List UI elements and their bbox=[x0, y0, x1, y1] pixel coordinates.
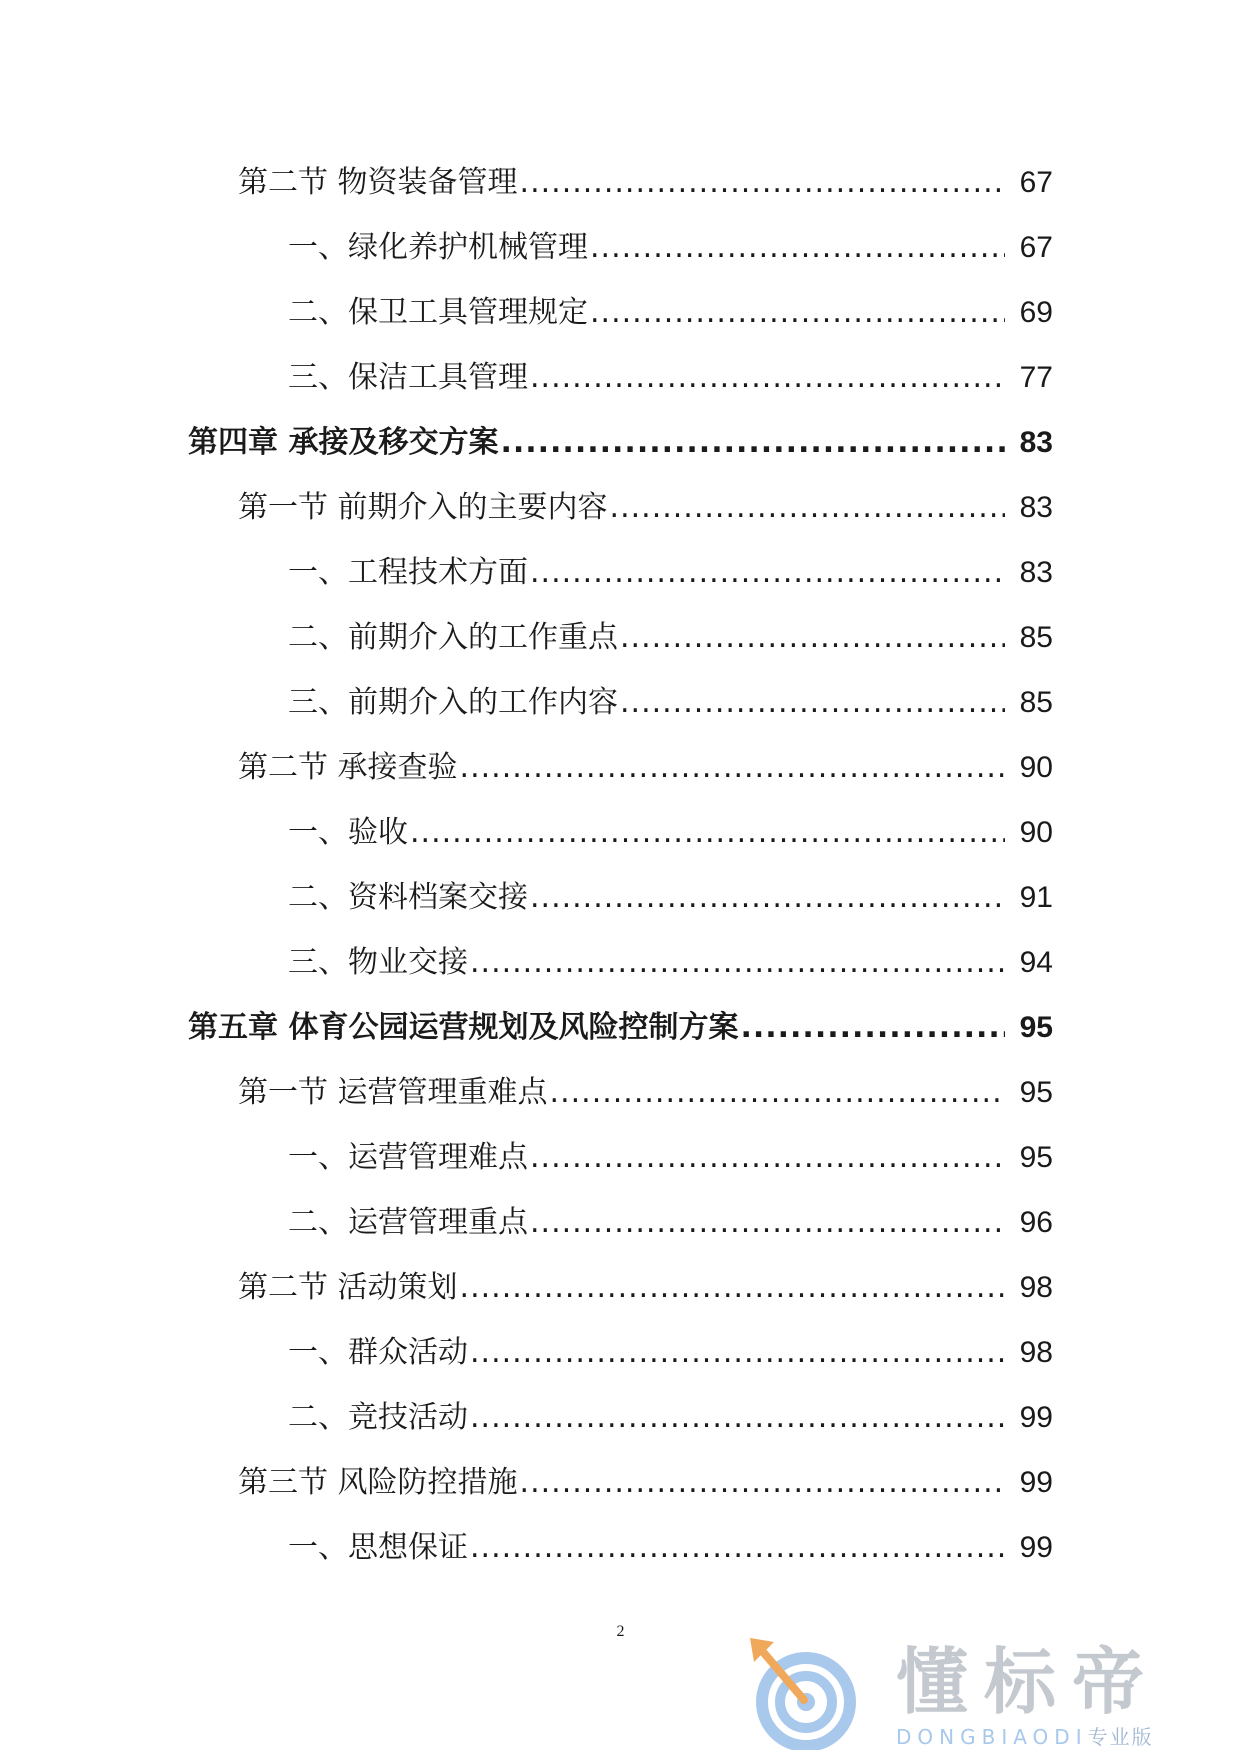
watermark-brand: 懂标帝 bbox=[896, 1640, 1161, 1724]
toc-dot-leader bbox=[530, 1140, 1005, 1176]
toc-entry[interactable] bbox=[0, 1465, 1241, 1530]
toc-entry-page: 98 bbox=[1019, 1271, 1053, 1304]
toc-entry-page: 99 bbox=[1019, 1531, 1053, 1564]
target-arrow-icon bbox=[744, 1632, 862, 1750]
toc-entry-title: 二、保卫工具管理规定 bbox=[288, 295, 588, 330]
toc-dot-leader bbox=[530, 880, 1005, 916]
page-number: 2 bbox=[616, 1623, 625, 1640]
toc-entry[interactable] bbox=[0, 1335, 1241, 1400]
toc-entry-page: 91 bbox=[1019, 881, 1053, 914]
toc-dot-leader bbox=[620, 685, 1005, 721]
toc-entry-page: 96 bbox=[1019, 1206, 1053, 1239]
toc-dot-leader bbox=[500, 425, 1005, 461]
toc-entry-page: 94 bbox=[1019, 946, 1053, 979]
toc-entry-page: 67 bbox=[1019, 231, 1053, 264]
toc-entry-page: 95 bbox=[1019, 1076, 1053, 1109]
toc-dot-leader bbox=[610, 490, 1005, 526]
toc-entry-title: 一、工程技术方面 bbox=[288, 555, 528, 590]
toc-dot-leader bbox=[590, 230, 1005, 266]
toc-entry[interactable] bbox=[0, 685, 1241, 750]
toc-entry-page: 95 bbox=[1019, 1141, 1053, 1174]
toc-entry-page: 83 bbox=[1019, 426, 1053, 459]
toc-entry[interactable] bbox=[0, 555, 1241, 620]
toc-entry[interactable] bbox=[0, 1400, 1241, 1465]
table-of-contents bbox=[0, 165, 1241, 1595]
toc-dot-leader bbox=[520, 165, 1005, 201]
toc-entry[interactable] bbox=[0, 880, 1241, 945]
toc-entry[interactable] bbox=[0, 1140, 1241, 1205]
toc-entry-title: 第四章 承接及移交方案 bbox=[188, 425, 499, 460]
toc-entry[interactable] bbox=[0, 165, 1241, 230]
toc-entry-page: 99 bbox=[1019, 1466, 1053, 1499]
toc-entry[interactable] bbox=[0, 1075, 1241, 1140]
toc-entry-title: 第一节 前期介入的主要内容 bbox=[238, 490, 608, 525]
toc-entry[interactable] bbox=[0, 750, 1241, 815]
toc-entry[interactable] bbox=[0, 815, 1241, 880]
toc-dot-leader bbox=[470, 945, 1005, 981]
toc-entry[interactable] bbox=[0, 1010, 1241, 1075]
toc-entry-title: 二、前期介入的工作重点 bbox=[288, 620, 618, 655]
toc-entry-page: 85 bbox=[1019, 621, 1053, 654]
toc-entry[interactable] bbox=[0, 1270, 1241, 1335]
toc-entry[interactable] bbox=[0, 490, 1241, 555]
toc-entry-page: 83 bbox=[1019, 491, 1053, 524]
toc-dot-leader bbox=[530, 1205, 1005, 1241]
toc-entry-title: 三、前期介入的工作内容 bbox=[288, 685, 618, 720]
toc-entry-title: 二、资料档案交接 bbox=[288, 880, 528, 915]
toc-dot-leader bbox=[470, 1400, 1005, 1436]
toc-entry[interactable] bbox=[0, 945, 1241, 1010]
toc-dot-leader bbox=[520, 1465, 1005, 1501]
toc-entry[interactable] bbox=[0, 620, 1241, 685]
toc-entry-title: 一、绿化养护机械管理 bbox=[288, 230, 588, 265]
watermark bbox=[744, 1632, 1224, 1750]
toc-entry-page: 69 bbox=[1019, 296, 1053, 329]
toc-dot-leader bbox=[470, 1530, 1005, 1566]
toc-dot-leader bbox=[590, 295, 1005, 331]
toc-entry-title: 第三节 风险防控措施 bbox=[238, 1465, 518, 1500]
toc-entry-title: 一、思想保证 bbox=[288, 1530, 468, 1565]
toc-entry-page: 85 bbox=[1019, 686, 1053, 719]
toc-entry-page: 77 bbox=[1019, 361, 1053, 394]
toc-entry-title: 第二节 物资装备管理 bbox=[238, 165, 518, 200]
watermark-edition: 专业版 bbox=[1087, 1725, 1154, 1749]
watermark-subtitle bbox=[896, 1726, 1154, 1748]
toc-dot-leader bbox=[530, 360, 1005, 396]
toc-entry-title: 一、验收 bbox=[288, 815, 408, 850]
toc-dot-leader bbox=[740, 1010, 1005, 1046]
toc-entry-title: 第二节 承接查验 bbox=[238, 750, 458, 785]
toc-entry[interactable] bbox=[0, 295, 1241, 360]
toc-dot-leader bbox=[460, 1270, 1005, 1306]
toc-entry[interactable] bbox=[0, 425, 1241, 490]
toc-dot-leader bbox=[550, 1075, 1005, 1111]
toc-entry-title: 第二节 活动策划 bbox=[238, 1270, 458, 1305]
toc-entry-title: 第五章 体育公园运营规划及风险控制方案 bbox=[188, 1010, 739, 1045]
toc-entry-page: 90 bbox=[1019, 816, 1053, 849]
toc-dot-leader bbox=[470, 1335, 1005, 1371]
toc-entry-page: 90 bbox=[1019, 751, 1053, 784]
toc-dot-leader bbox=[620, 620, 1005, 656]
toc-dot-leader bbox=[460, 750, 1005, 786]
watermark-subtitle-text: DONGBIAODI bbox=[896, 1725, 1088, 1749]
toc-entry-title: 一、运营管理难点 bbox=[288, 1140, 528, 1175]
toc-entry-title: 三、保洁工具管理 bbox=[288, 360, 528, 395]
toc-dot-leader bbox=[530, 555, 1005, 591]
toc-entry[interactable] bbox=[0, 360, 1241, 425]
toc-entry[interactable] bbox=[0, 1205, 1241, 1270]
toc-dot-leader bbox=[410, 815, 1005, 851]
toc-entry-title: 第一节 运营管理重难点 bbox=[238, 1075, 548, 1110]
toc-entry-page: 98 bbox=[1019, 1336, 1053, 1369]
toc-entry-page: 83 bbox=[1019, 556, 1053, 589]
toc-entry[interactable] bbox=[0, 230, 1241, 295]
toc-entry-title: 二、运营管理重点 bbox=[288, 1205, 528, 1240]
toc-entry-page: 95 bbox=[1019, 1011, 1053, 1044]
toc-entry-title: 三、物业交接 bbox=[288, 945, 468, 980]
toc-entry[interactable] bbox=[0, 1530, 1241, 1595]
toc-entry-page: 99 bbox=[1019, 1401, 1053, 1434]
toc-entry-title: 一、群众活动 bbox=[288, 1335, 468, 1370]
toc-entry-title: 二、竞技活动 bbox=[288, 1400, 468, 1435]
toc-entry-page: 67 bbox=[1019, 166, 1053, 199]
